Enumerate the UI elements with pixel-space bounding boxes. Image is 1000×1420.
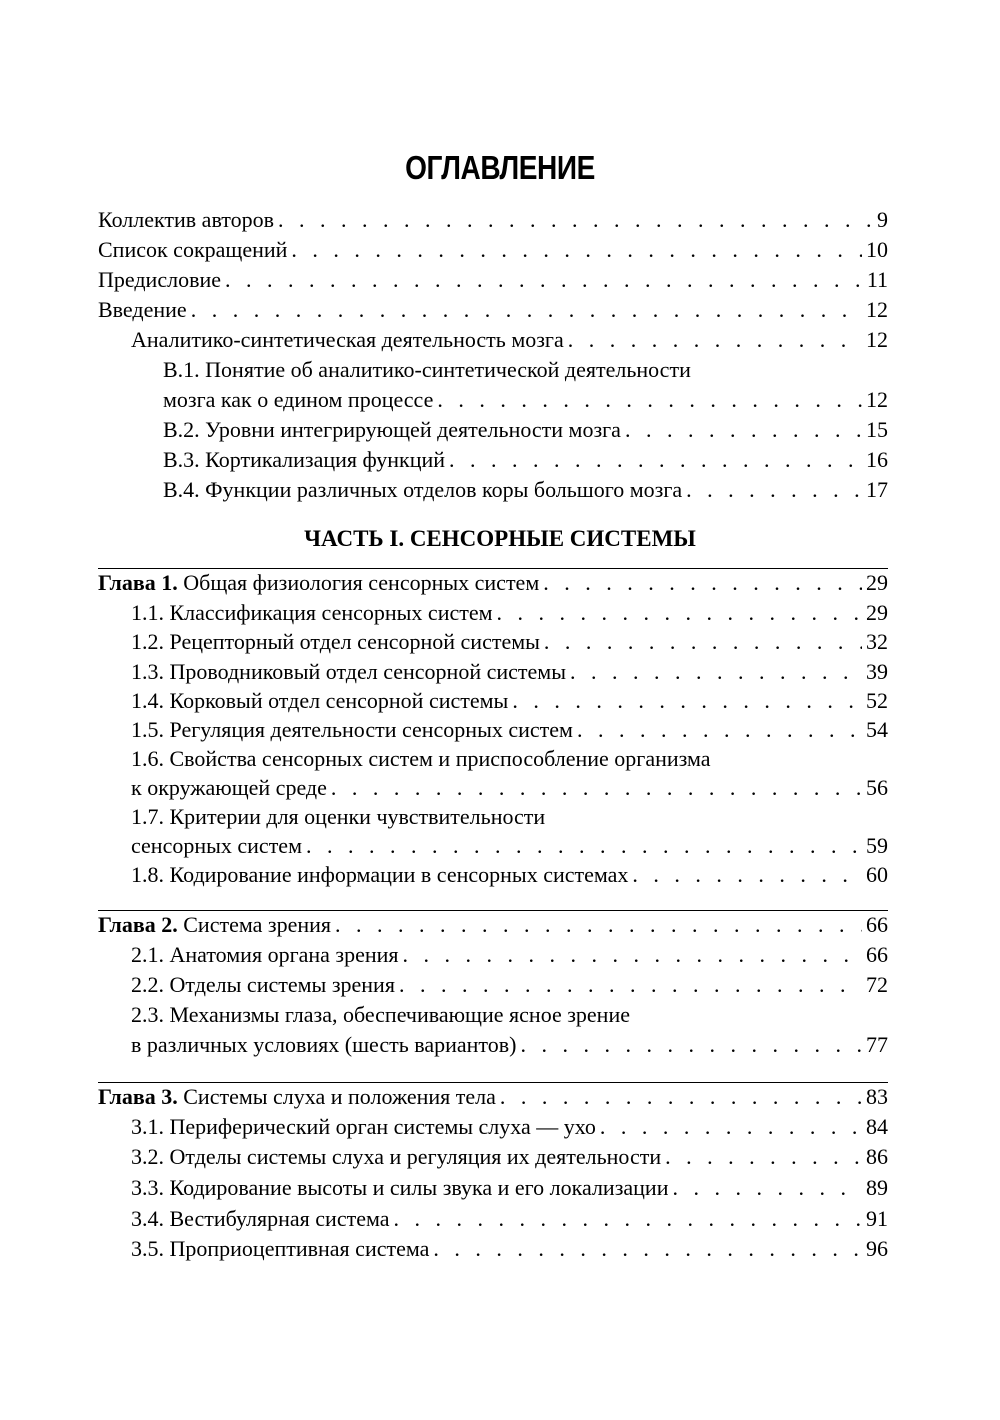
dot-leader	[399, 970, 862, 1000]
dot-leader	[225, 265, 863, 295]
dot-leader	[665, 1142, 862, 1172]
entry-title: Предисловие	[98, 267, 221, 292]
entry-title: 1.6. Свойства сенсорных систем и приспособление организма	[131, 746, 711, 771]
page-number: 83	[866, 1084, 888, 1109]
page-number: 89	[866, 1175, 888, 1200]
toc-entry	[131, 715, 888, 745]
page-number: 39	[866, 659, 888, 684]
dot-leader	[570, 657, 862, 687]
dot-leader	[291, 235, 862, 265]
entry-title: Коллектив авторов	[98, 207, 274, 232]
toc-entry	[131, 1030, 888, 1060]
dot-leader	[335, 910, 862, 940]
page-number: 59	[866, 833, 888, 858]
toc-entry	[163, 475, 888, 505]
page-number: 29	[866, 570, 888, 595]
entry-title: 3.3. Кодирование высоты и силы звука и его локализации	[131, 1175, 669, 1200]
page-number: 12	[866, 297, 888, 322]
chapter-entry	[98, 910, 888, 940]
toc-entry	[98, 265, 888, 295]
toc-entry	[131, 325, 888, 355]
entry-title: 3.5. Проприоцептивная система	[131, 1236, 430, 1261]
dot-leader	[577, 715, 862, 745]
entry-title: в различных условиях (шесть вариантов)	[131, 1032, 517, 1057]
dot-leader	[331, 773, 862, 803]
page-number: 17	[866, 477, 888, 502]
toc-entry	[163, 385, 888, 415]
dot-leader	[520, 1030, 862, 1060]
page-number: 77	[866, 1032, 888, 1057]
toc-entry	[131, 1112, 888, 1142]
page-number: 12	[866, 327, 888, 352]
toc-entry	[131, 657, 888, 687]
dot-leader	[403, 940, 862, 970]
dot-leader	[394, 1204, 863, 1234]
dot-leader	[449, 445, 862, 475]
entry-title: 1.8. Кодирование информации в сенсорных системах	[131, 862, 629, 887]
entry-title: В.3. Кортикализация функций	[163, 447, 446, 472]
entry-title: сенсорных систем	[131, 833, 302, 858]
page-number: 10	[866, 237, 888, 262]
page-number: 12	[866, 387, 888, 412]
page-number: 96	[866, 1236, 888, 1261]
page-number: 86	[866, 1144, 888, 1169]
dot-leader	[191, 295, 862, 325]
page-number: 56	[866, 775, 888, 800]
toc-entry	[131, 627, 888, 657]
page-number: 60	[866, 862, 888, 887]
toc-entry	[131, 831, 888, 861]
page-number: 16	[866, 447, 888, 472]
dot-leader	[625, 415, 862, 445]
dot-leader	[686, 475, 862, 505]
toc-entry	[131, 940, 888, 970]
page-number: 54	[866, 717, 888, 742]
chapter-entry	[98, 1082, 888, 1112]
toc-entry	[131, 686, 888, 716]
entry-title: 1.3. Проводниковый отдел сенсорной системы	[131, 659, 566, 684]
page-number: 52	[866, 688, 888, 713]
part-title: ЧАСТЬ I. СЕНСОРНЫЕ СИСТЕМЫ	[304, 526, 696, 551]
toc-entry-line1	[131, 1000, 888, 1030]
toc-entry-line1	[131, 744, 888, 774]
entry-title: В.1. Понятие об аналитико-синтетической деятельности	[163, 357, 691, 382]
page-number: 66	[866, 912, 888, 937]
toc-title: ОГЛАВЛЕНИЕ	[405, 149, 595, 186]
dot-leader	[632, 860, 862, 890]
toc-entry	[131, 1204, 888, 1234]
entry-title: 1.4. Корковый отдел сенсорной системы	[131, 688, 509, 713]
dot-leader	[544, 627, 862, 657]
entry-title: В.4. Функции различных отделов коры большого мозга	[163, 477, 683, 502]
toc-entry	[163, 445, 888, 475]
toc-entry-line1	[163, 355, 888, 385]
dot-leader	[672, 1173, 862, 1203]
dot-leader	[600, 1112, 862, 1142]
chapter-entry	[98, 568, 888, 598]
dot-leader	[306, 831, 862, 861]
toc-entry	[131, 773, 888, 803]
chapter-title: Общая физиология сенсорных систем	[183, 570, 540, 595]
entry-title: 2.2. Отделы системы зрения	[131, 972, 395, 997]
entry-title: 3.4. Вестибулярная система	[131, 1206, 390, 1231]
toc-entry	[131, 1142, 888, 1172]
toc-entry	[131, 598, 888, 628]
toc-entry	[131, 1173, 888, 1203]
dot-leader	[500, 1082, 862, 1112]
toc-entry	[163, 415, 888, 445]
entry-title: В.2. Уровни интегрирующей деятельности мозга	[163, 417, 621, 442]
dot-leader	[433, 1234, 862, 1264]
entry-title: Введение	[98, 297, 187, 322]
dot-leader	[568, 325, 862, 355]
dot-leader	[497, 598, 862, 628]
chapter-label: Глава 2.	[98, 912, 178, 937]
page-number: 32	[866, 629, 888, 654]
toc-entry-line1	[131, 802, 888, 832]
page-number: 29	[866, 600, 888, 625]
toc-entry	[131, 1234, 888, 1264]
dot-leader	[278, 205, 873, 235]
chapter-label: Глава 1.	[98, 570, 178, 595]
chapter-title: Система зрения	[183, 912, 331, 937]
page-number: 91	[866, 1206, 888, 1231]
entry-title: Аналитико-синтетическая деятельность мозга	[131, 327, 564, 352]
dot-leader	[543, 568, 862, 598]
entry-title: 1.5. Регуляция деятельности сенсорных систем	[131, 717, 573, 742]
toc-entry	[131, 970, 888, 1000]
entry-title: мозга как о едином процессе	[163, 387, 434, 412]
entry-title: к окружающей среде	[131, 775, 327, 800]
toc-entry	[98, 295, 888, 325]
page-number: 9	[877, 207, 888, 232]
page-number: 84	[866, 1114, 888, 1139]
entry-title: 2.3. Механизмы глаза, обеспечивающие ясное зрение	[131, 1002, 630, 1027]
chapter-title: Системы слуха и положения тела	[183, 1084, 496, 1109]
toc-entry	[98, 205, 888, 235]
toc-entry	[98, 235, 888, 265]
page-number: 15	[866, 417, 888, 442]
entry-title: 1.7. Критерии для оценки чувствительности	[131, 804, 546, 829]
entry-title: 3.1. Периферический орган системы слуха — ухо	[131, 1114, 596, 1139]
entry-title: 3.2. Отделы системы слуха и регуляция их деятельности	[131, 1144, 662, 1169]
chapter-label: Глава 3.	[98, 1084, 178, 1109]
page-number: 11	[866, 267, 888, 292]
dot-leader	[437, 385, 862, 415]
entry-title: 1.2. Рецепторный отдел сенсорной системы	[131, 629, 540, 654]
entry-title: 1.1. Классификация сенсорных систем	[131, 600, 493, 625]
dot-leader	[512, 686, 862, 716]
toc-entry	[131, 860, 888, 890]
page-number: 66	[866, 942, 888, 967]
page-number: 72	[866, 972, 888, 997]
entry-title: Список сокращений	[98, 237, 288, 262]
entry-title: 2.1. Анатомия органа зрения	[131, 942, 399, 967]
